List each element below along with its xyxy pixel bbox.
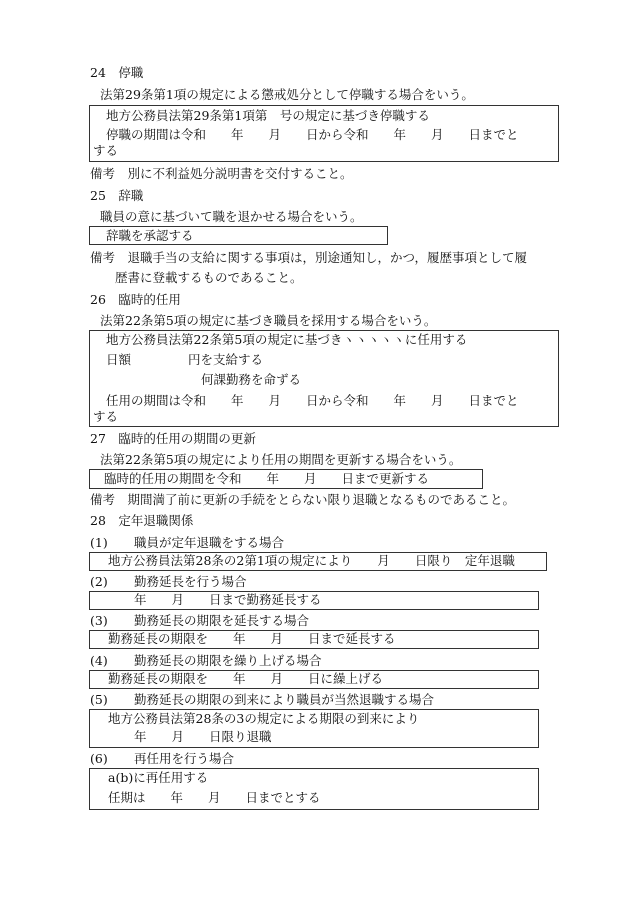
section-26-box-line: 何課勤務を命ずる (201, 372, 302, 387)
subsection-box-line: 任期は 年 月 日までとする (108, 790, 321, 805)
section-26-box-line: 地方公務員法第22条第5項の規定に基づきヽヽヽヽヽに任用する (106, 332, 468, 347)
subsection-box-line: 地方公務員法第28条の3の規定による期限の到来により (108, 711, 420, 726)
section-26-box-line: する (93, 409, 119, 424)
subsection-box-line: 地方公務員法第28条の2第1項の規定により 月 日限り 定年退職 (108, 553, 515, 568)
section-27-heading: 27 臨時的任用の期間の更新 (90, 431, 256, 446)
subsection-number: (3) (90, 613, 108, 628)
section-24-box-line: する (93, 143, 119, 158)
subsection-title: 勤務延長の期限の到来により職員が当然退職する場合 (134, 692, 435, 707)
section-27-description: 法第22条第5項の規定により任用の期間を更新する場合をいう。 (100, 452, 462, 467)
subsection-box-line: 勤務延長の期限を 年 月 日に繰上げる (108, 671, 384, 686)
section-26-heading: 26 臨時的任用 (90, 292, 181, 307)
section-25-description: 職員の意に基づいて職を退かせる場合をいう。 (100, 209, 363, 224)
section-24-description: 法第29条第1項の規定による懲戒処分として停職する場合をいう。 (100, 87, 474, 102)
subsection-number: (2) (90, 574, 108, 589)
section-25-note: 備考 退職手当の支給に関する事項は，別途通知し，かつ，履歴事項として履 (90, 250, 528, 265)
section-26-box-line: 任用の期間は令和 年 月 日から令和 年 月 日までと (106, 393, 519, 408)
section-26-box-line: 日額 (106, 352, 132, 367)
section-28-heading: 28 定年退職関係 (90, 513, 194, 528)
subsection-box-line: a(b)に再任用する (108, 770, 209, 785)
subsection-number: (6) (90, 751, 108, 766)
subsection-box-line: 勤務延長の期限を 年 月 日まで延長する (108, 631, 396, 646)
section-24-box-line: 地方公務員法第29条第1項第 号の規定に基づき停職する (106, 108, 430, 123)
subsection-title: 勤務延長の期限を延長する場合 (134, 613, 310, 628)
subsection-title: 勤務延長を行う場合 (134, 574, 247, 589)
subsection-title: 勤務延長の期限を繰り上げる場合 (134, 653, 322, 668)
subsection-title: 再任用を行う場合 (134, 751, 235, 766)
subsection-box-line: 年 月 日まで勤務延長する (134, 592, 322, 607)
subsection-number: (1) (90, 535, 108, 550)
subsection-title: 職員が定年退職をする場合 (134, 535, 285, 550)
section-25-heading: 25 辞職 (90, 188, 144, 203)
section-26-box-line: 円を支給する (188, 352, 264, 367)
section-25-box-line: 辞職を承認する (106, 228, 194, 243)
subsection-number: (4) (90, 653, 108, 668)
section-24-heading: 24 停職 (90, 65, 144, 80)
subsection-box-line: 年 月 日限り退職 (134, 729, 272, 744)
section-26-description: 法第22条第5項の規定に基づき職員を採用する場合をいう。 (100, 313, 437, 328)
subsection-number: (5) (90, 692, 108, 707)
section-25-note: 歴書に登載するものであること。 (115, 270, 303, 285)
section-27-note: 備考 期間満了前に更新の手続をとらない限り退職となるものであること。 (90, 492, 516, 507)
section-24-note: 備考 別に不利益処分説明書を交付すること。 (90, 166, 353, 181)
section-27-box-line: 臨時的任用の期間を令和 年 月 日まで更新する (104, 471, 430, 486)
section-24-box-line: 停職の期間は令和 年 月 日から令和 年 月 日までと (106, 127, 519, 142)
